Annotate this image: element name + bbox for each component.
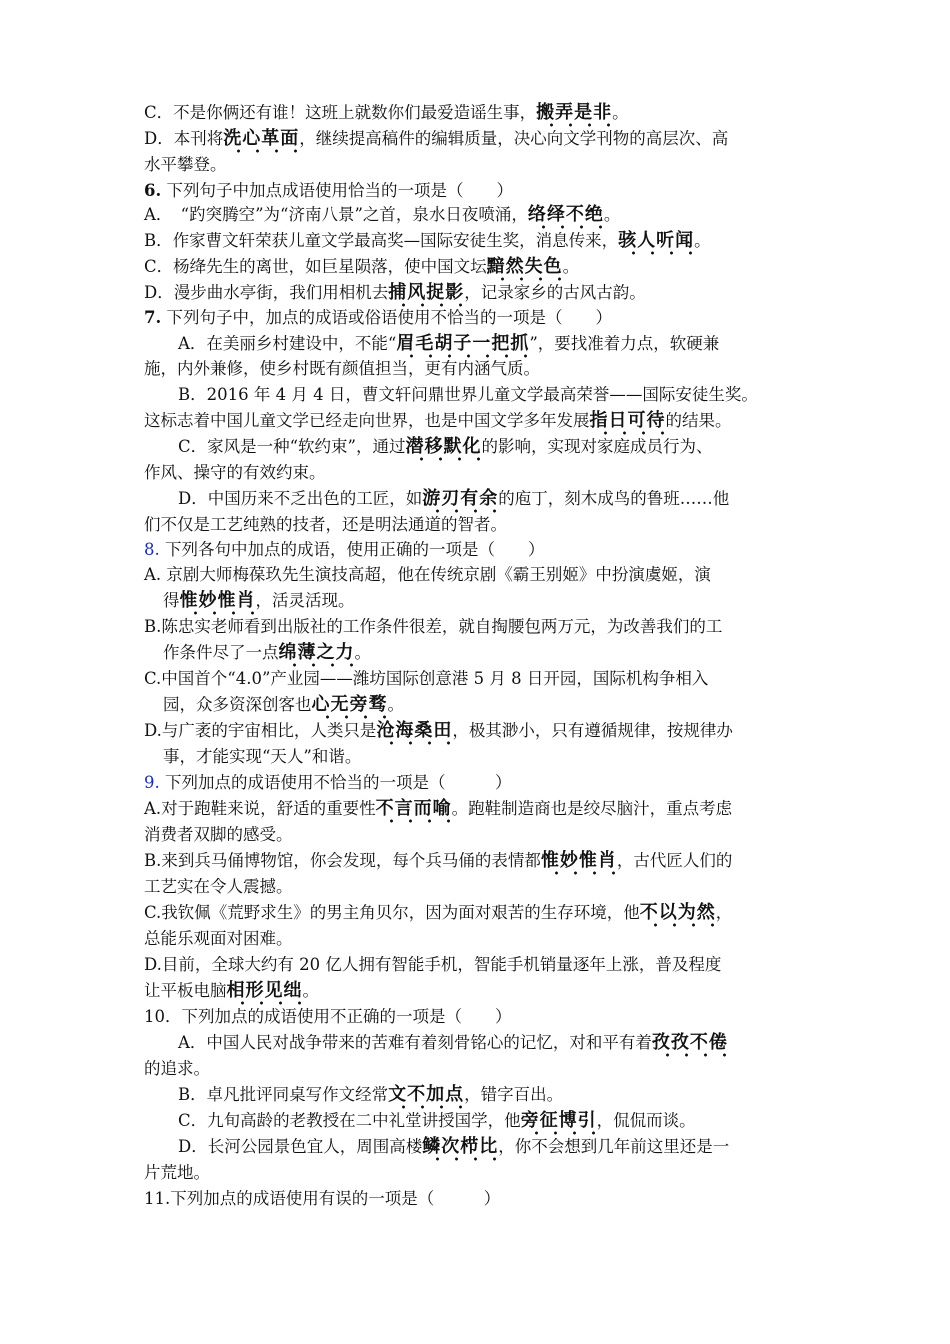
question-6-title bbox=[144, 178, 820, 204]
line-text: ， bbox=[715, 903, 733, 922]
line-text: 。 bbox=[562, 257, 580, 276]
line-text: 消费者双脚的感受。 bbox=[144, 825, 293, 844]
text-line bbox=[144, 978, 820, 1004]
question-number: 7. bbox=[144, 308, 162, 327]
line-text: D．漫步曲水亭街，我们用相机去 bbox=[144, 283, 389, 302]
text-line bbox=[144, 254, 820, 280]
line-text: 这标志着中国儿童文学已经走向世界，也是中国文学多年发展 bbox=[144, 411, 590, 430]
text-line bbox=[178, 434, 820, 460]
dotted-idiom: 沧海桑田 bbox=[376, 720, 452, 746]
dotted-idiom: 骇人听闻 bbox=[618, 230, 694, 256]
dotted-idiom: 相形见绌 bbox=[227, 980, 303, 1006]
line-text: 。 bbox=[354, 643, 371, 662]
line-text: ，错字百出。 bbox=[464, 1085, 564, 1104]
line-text: D．中国历来不乏出色的工匠，如 bbox=[178, 489, 423, 508]
line-text: ，你不会想到几年前这里还是一 bbox=[498, 1137, 730, 1156]
line-text: 。 bbox=[387, 695, 404, 714]
line-text: 水平攀登。 bbox=[144, 155, 227, 174]
line-text: ，记录家乡的古风古韵。 bbox=[464, 283, 646, 302]
text-line bbox=[144, 1056, 820, 1082]
question-number: 6. bbox=[144, 181, 162, 200]
text-line bbox=[163, 744, 820, 770]
text-line bbox=[144, 666, 820, 692]
line-text: C.中国首个“4.0”产业园——潍坊国际创意港 5 月 8 日开园，国际机构争相入 bbox=[144, 669, 709, 688]
text-line bbox=[144, 202, 820, 228]
dotted-idiom: 惟妙惟肖 bbox=[180, 590, 256, 616]
line-text: 。 bbox=[612, 103, 629, 122]
line-text: B．作家曹文轩荣获儿童文学最高奖—国际安徒生奖，消息传来， bbox=[144, 231, 619, 250]
text-line bbox=[144, 408, 820, 434]
dotted-idiom: 黯然失色 bbox=[487, 256, 563, 282]
line-text: 总能乐观面对困难。 bbox=[144, 929, 293, 948]
line-text: C．杨绛先生的离世，如巨星陨落，使中国文坛 bbox=[144, 257, 487, 276]
question-number: 9. bbox=[144, 773, 160, 792]
line-text: A．中国人民对战争带来的苦难有着刻骨铭心的记忆，对和平有着 bbox=[178, 1033, 652, 1052]
line-text: 下列加点的成语使用不恰当的一项是（ ） bbox=[159, 773, 512, 792]
text-line bbox=[144, 356, 820, 382]
line-text: B.来到兵马俑博物馆，你会发现，每个兵马俑的表情都 bbox=[144, 851, 541, 870]
question-number: 8. bbox=[144, 540, 160, 559]
question-9-title bbox=[144, 770, 820, 796]
line-text: A．在美丽乡村建设中，不能“ bbox=[178, 334, 397, 353]
line-text: 。 bbox=[302, 981, 319, 1000]
text-line bbox=[178, 1030, 820, 1056]
line-text: 的追求。 bbox=[144, 1059, 210, 1078]
dotted-idiom: 搬弄是非 bbox=[536, 102, 612, 128]
text-line bbox=[144, 848, 820, 874]
line-text: D.与广袤的宇宙相比，人类只是 bbox=[144, 721, 377, 740]
question-10-title bbox=[144, 1004, 820, 1030]
dotted-idiom: 心无旁骛 bbox=[312, 694, 388, 720]
dotted-idiom: 游刃有余 bbox=[422, 488, 498, 514]
dotted-idiom: 捕风捉影 bbox=[388, 282, 464, 308]
line-text: ”，要找准着力点，软硬兼 bbox=[529, 334, 720, 353]
dotted-idiom: 鳞次栉比 bbox=[422, 1136, 498, 1162]
line-text: 的庖丁，刻木成鸟的鲁班……他 bbox=[498, 489, 730, 508]
line-text: 下列各句中加点的成语，使用正确的一项是（ ） bbox=[159, 540, 545, 559]
line-text: A. 京剧大师梅葆玖先生演技高超，他在传统京剧《霸王别姬》中扮演虞姬，演 bbox=[144, 565, 711, 584]
line-text: 们不仅是工艺纯熟的技者，还是明法通道的智者。 bbox=[144, 515, 507, 534]
text-line bbox=[178, 1134, 820, 1160]
line-text: 作条件尽了一点 bbox=[163, 643, 279, 662]
line-text: C．不是你俩还有谁！这班上就数你们最爱造谣生事， bbox=[144, 103, 537, 122]
text-line bbox=[178, 331, 820, 357]
line-text: 11.下列加点的成语使用有误的一项是（ ） bbox=[144, 1189, 501, 1208]
line-text: 作风、操守的有效约束。 bbox=[144, 463, 326, 482]
line-text: B．卓凡批评同桌写作文经常 bbox=[178, 1085, 389, 1104]
text-line bbox=[144, 512, 820, 538]
text-line bbox=[144, 1160, 820, 1186]
dotted-idiom: 旁征博引 bbox=[521, 1110, 597, 1136]
text-line bbox=[178, 382, 820, 408]
line-text: B．2016 年 4 月 4 日，曹文轩问鼎世界儿童文学最高荣誉——国际安徒生奖。 bbox=[178, 385, 758, 404]
dotted-idiom: 孜孜不倦 bbox=[652, 1032, 728, 1058]
line-text: A． “趵突腾空”为“济南八景”之首，泉水日夜喷涌， bbox=[144, 205, 528, 224]
question-11-title bbox=[144, 1186, 820, 1212]
dotted-idiom: 络绎不绝 bbox=[528, 204, 604, 230]
line-text: ，活灵活现。 bbox=[255, 591, 355, 610]
line-text: 下列句子中加点成语使用恰当的一项是（ ） bbox=[161, 181, 513, 200]
dotted-idiom: 洗心革面 bbox=[223, 128, 299, 154]
line-text: 。 bbox=[603, 205, 621, 224]
text-line bbox=[144, 614, 820, 640]
line-text: B.陈忠实老师看到出版社的工作条件很差，就自掏腰包两万元，为改善我们的工 bbox=[144, 617, 723, 636]
dotted-idiom: 指日可待 bbox=[590, 410, 666, 436]
line-text: D．长河公园景色宜人，周围高楼 bbox=[178, 1137, 423, 1156]
line-text: 下列句子中，加点的成语或俗语使用不恰当的一项是（ ） bbox=[161, 308, 612, 327]
text-line bbox=[144, 228, 820, 254]
line-text: 。跑鞋制造商也是绞尽脑汁，重点考虑 bbox=[451, 799, 733, 818]
dotted-idiom: 不以为然 bbox=[640, 902, 716, 928]
line-text: D.目前，全球大约有 20 亿人拥有智能手机，智能手机销量逐年上涨，普及程度 bbox=[144, 955, 722, 974]
text-line bbox=[163, 692, 820, 718]
line-text: 。 bbox=[694, 231, 711, 250]
dotted-idiom: 绵薄之力 bbox=[279, 642, 355, 668]
line-text: 施，内外兼修，使乡村既有颜值担当，更有内涵气质。 bbox=[144, 359, 540, 378]
text-line bbox=[144, 874, 820, 900]
text-line bbox=[144, 952, 820, 978]
dotted-idiom: 文不加点 bbox=[388, 1084, 464, 1110]
line-text: C.我钦佩《荒野求生》的男主角贝尔，因为面对艰苦的生存环境，他 bbox=[144, 903, 640, 922]
text-line bbox=[144, 152, 820, 178]
text-line bbox=[178, 486, 820, 512]
line-text: ，侃侃而谈。 bbox=[596, 1111, 696, 1130]
line-text: 工艺实在令人震撼。 bbox=[144, 877, 293, 896]
text-line bbox=[144, 822, 820, 848]
text-line bbox=[144, 460, 820, 486]
line-text: ，继续提高稿件的编辑质量，决心向文学刊物的高层次、高 bbox=[299, 129, 729, 148]
text-line bbox=[144, 796, 820, 822]
dotted-idiom: 不言而喻 bbox=[376, 798, 452, 824]
text-line bbox=[144, 926, 820, 952]
text-line bbox=[144, 562, 820, 588]
line-text: 10．下列加点的成语使用不正确的一项是（ ） bbox=[144, 1007, 512, 1026]
line-text: 得 bbox=[163, 591, 180, 610]
line-text: 让平板电脑 bbox=[144, 981, 227, 1000]
line-text: ，古代匠人们的 bbox=[616, 851, 733, 870]
dotted-idiom: 潜移默化 bbox=[406, 436, 482, 462]
dotted-idiom: 惟妙惟肖 bbox=[541, 850, 617, 876]
text-line bbox=[144, 280, 820, 306]
line-text: D．本刊将 bbox=[144, 129, 224, 148]
line-text: C．家风是一种“软约束”，通过 bbox=[178, 437, 406, 456]
line-text: 事，才能实现“天人”和谐。 bbox=[163, 747, 362, 766]
text-line bbox=[163, 640, 820, 666]
dotted-idiom: 眉毛胡子一把抓 bbox=[396, 333, 529, 359]
question-7-title bbox=[144, 305, 820, 331]
text-line bbox=[178, 1082, 820, 1108]
text-line bbox=[144, 900, 820, 926]
line-text: C．九旬高龄的老教授在二中礼堂讲授国学，他 bbox=[178, 1111, 521, 1130]
text-line bbox=[144, 126, 820, 152]
text-line bbox=[144, 100, 820, 126]
text-line bbox=[144, 718, 820, 744]
text-line bbox=[163, 588, 820, 614]
line-text: 的影响，实现对家庭成员行为、 bbox=[481, 437, 713, 456]
line-text: 的结果。 bbox=[665, 411, 732, 430]
question-8-title bbox=[144, 537, 820, 563]
text-line bbox=[178, 1108, 820, 1134]
line-text: ，极其渺小，只有遵循规律，按规律办 bbox=[452, 721, 733, 740]
line-text: A.对于跑鞋来说，舒适的重要性 bbox=[144, 799, 376, 818]
line-text: 园，众多资深创客也 bbox=[163, 695, 312, 714]
line-text: 片荒地。 bbox=[144, 1163, 210, 1182]
